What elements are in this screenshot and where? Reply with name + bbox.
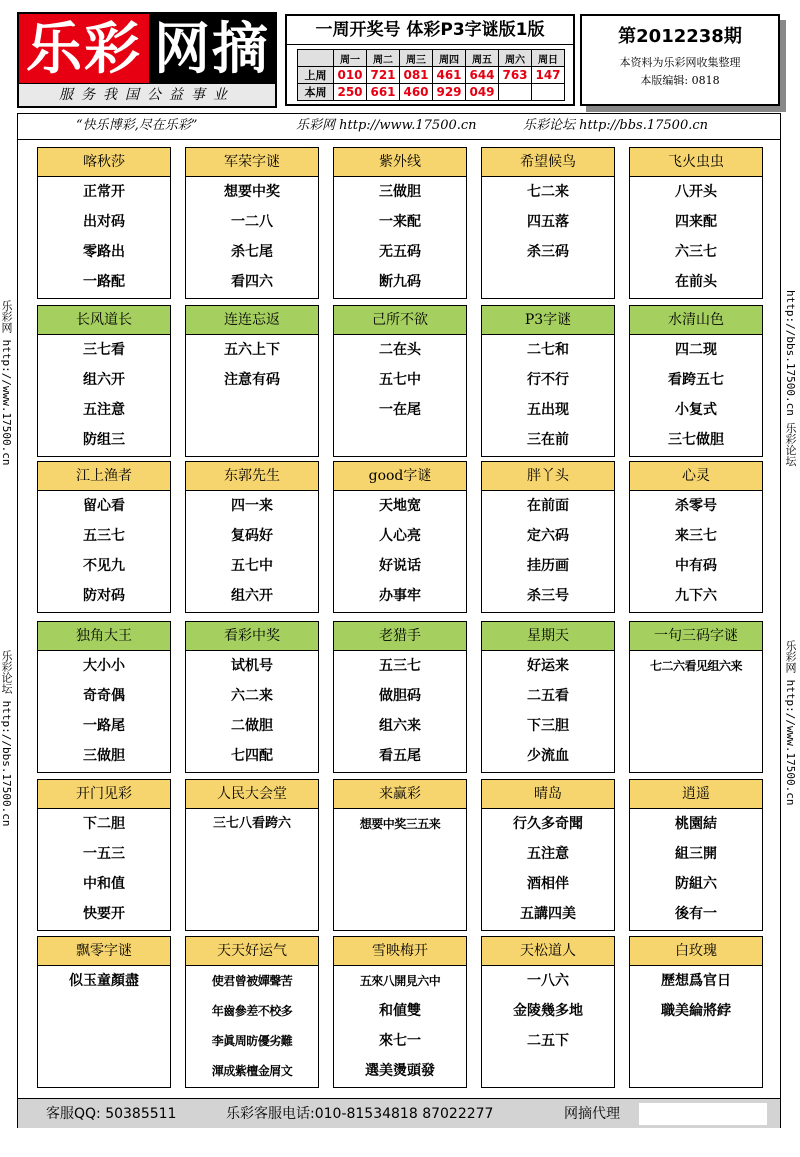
puzzle-card <box>481 305 615 457</box>
card-line <box>630 1058 762 1088</box>
card-line: 三七做胆 <box>668 432 724 448</box>
puzzle-card <box>333 621 467 773</box>
footer-phone: 乐彩客服电话:010-81534818 87022277 <box>226 1106 494 1122</box>
card-title: 喀秋莎 <box>38 148 170 177</box>
day-header: 周日 <box>532 50 565 67</box>
row-label: 上周 <box>298 67 334 84</box>
card-line: 留心看 <box>83 498 125 514</box>
card-body <box>482 335 614 457</box>
card-line: 一八六 <box>527 973 569 989</box>
card-title: 胖丫头 <box>482 462 614 491</box>
puzzle-card <box>481 147 615 299</box>
issue-panel <box>580 14 780 106</box>
side-url-right-top: http://bbs.17500.cn 乐彩论坛 <box>784 290 797 467</box>
puzzle-card <box>185 305 319 457</box>
card-line <box>334 427 466 457</box>
card-line: 五七中 <box>379 372 421 388</box>
card-line: 二五看 <box>527 688 569 704</box>
card-line: 選美燙頭發 <box>365 1063 435 1079</box>
card-line: 年齒參差不校多 <box>211 1004 293 1018</box>
card-line <box>482 1058 614 1088</box>
card-line: 四二现 <box>675 342 717 358</box>
card-line: 五來八開見六中 <box>359 974 441 988</box>
card-title: 人民大会堂 <box>186 780 318 809</box>
puzzle-card <box>333 147 467 299</box>
page-footer <box>18 1098 780 1128</box>
card-line <box>630 713 762 743</box>
card-title: 东郭先生 <box>186 462 318 491</box>
card-line <box>334 901 466 931</box>
card-line: 定六码 <box>527 528 569 544</box>
card-line: 二做胆 <box>231 718 273 734</box>
card-title: 飘零字谜 <box>38 937 170 966</box>
logo-black-text: 网摘 <box>149 14 275 83</box>
draw-number: 081 <box>400 67 433 84</box>
puzzle-card <box>629 147 763 299</box>
card-line <box>186 871 318 901</box>
card-line: 下二胆 <box>83 816 125 832</box>
side-url-left-top: 乐彩网 http://www.17500.cn <box>0 300 13 466</box>
card-body <box>186 651 318 773</box>
card-body <box>630 809 762 931</box>
card-line: 一路配 <box>83 274 125 290</box>
footer-qq: 客服QQ: 50385511 <box>46 1106 177 1122</box>
card-line <box>186 841 318 871</box>
puzzle-card <box>481 779 615 931</box>
draw-number: 721 <box>367 67 400 84</box>
card-line: 零路出 <box>83 244 125 260</box>
card-line: 想要中奖 <box>224 184 280 200</box>
card-line: 五三七 <box>83 528 125 544</box>
card-line: 组六开 <box>231 588 273 604</box>
card-line: 不见九 <box>83 558 125 574</box>
card-body <box>482 651 614 773</box>
card-line: 九下六 <box>675 588 717 604</box>
puzzle-card <box>481 936 615 1088</box>
card-line: 八开头 <box>675 184 717 200</box>
card-line: 歷想爲官日 <box>661 973 731 989</box>
card-body <box>630 966 762 1088</box>
draw-table <box>297 49 565 101</box>
card-line: 杀三号 <box>527 588 569 604</box>
card-line: 看四六 <box>231 274 273 290</box>
card-line: 三七看 <box>83 342 125 358</box>
card-title: 心灵 <box>630 462 762 491</box>
draw-number: 644 <box>466 67 499 84</box>
card-title: 连连忘返 <box>186 306 318 335</box>
card-line: 渾成紫檀金屑文 <box>211 1064 293 1078</box>
card-line <box>334 841 466 871</box>
card-body <box>334 809 466 931</box>
issue-number: 第2012238期 <box>618 26 742 47</box>
card-line <box>38 1058 170 1088</box>
puzzle-card <box>333 461 467 613</box>
card-title: 开门见彩 <box>38 780 170 809</box>
card-title: 独角大王 <box>38 622 170 651</box>
card-line: 小复式 <box>675 402 717 418</box>
card-line: 防对码 <box>83 588 125 604</box>
card-line: 看跨五七 <box>668 372 724 388</box>
card-line: 杀三码 <box>527 244 569 260</box>
draw-row-last-week <box>298 67 565 84</box>
card-body <box>186 177 318 299</box>
card-body <box>630 335 762 457</box>
card-line: 行久多奇聞 <box>513 816 583 832</box>
card-title: 军荣字谜 <box>186 148 318 177</box>
puzzle-card <box>629 936 763 1088</box>
card-line: 下三胆 <box>527 718 569 734</box>
card-line: 李眞周昉優劣難 <box>211 1034 293 1048</box>
card-line: 二七和 <box>527 342 569 358</box>
card-line: 一二八 <box>231 214 273 230</box>
card-line <box>482 269 614 299</box>
card-line: 出对码 <box>83 214 125 230</box>
card-line: 四一来 <box>231 498 273 514</box>
draw-number: 460 <box>400 84 433 101</box>
card-line: 正常开 <box>83 184 125 200</box>
card-body <box>482 491 614 613</box>
draw-number: 661 <box>367 84 400 101</box>
card-line: 注意有码 <box>224 372 280 388</box>
card-line: 看五尾 <box>379 748 421 764</box>
card-body <box>334 651 466 773</box>
slogan: 服务我国公益事业 <box>19 84 275 106</box>
card-line: 一在尾 <box>379 402 421 418</box>
card-line: 好运来 <box>527 658 569 674</box>
card-body <box>630 491 762 613</box>
card-body <box>186 966 318 1088</box>
card-line: 使君曾被嬋聲苦 <box>211 974 293 988</box>
draw-header-row <box>298 50 565 67</box>
puzzle-card <box>333 305 467 457</box>
card-line <box>186 397 318 427</box>
puzzle-card <box>481 621 615 773</box>
tagline-site-link[interactable]: 乐彩网 http://www.17500.cn <box>296 118 477 133</box>
draw-number: 929 <box>433 84 466 101</box>
card-title: 己所不欲 <box>334 306 466 335</box>
card-body <box>334 491 466 613</box>
card-body <box>186 335 318 457</box>
card-line: 试机号 <box>231 658 273 674</box>
card-title: P3字谜 <box>482 306 614 335</box>
card-line: 五六上下 <box>224 342 280 358</box>
day-header: 周五 <box>466 50 499 67</box>
card-line: 挂历画 <box>527 558 569 574</box>
card-line: 金陵幾多地 <box>513 1003 583 1019</box>
card-line: 三做胆 <box>83 748 125 764</box>
card-line: 六三七 <box>675 244 717 260</box>
row-label: 本周 <box>298 84 334 101</box>
puzzle-card <box>481 461 615 613</box>
card-body <box>38 335 170 457</box>
puzzle-card <box>37 779 171 931</box>
card-title: 白玫瑰 <box>630 937 762 966</box>
card-line: 好说话 <box>379 558 421 574</box>
draw-number: 763 <box>499 67 532 84</box>
agent-blank <box>639 1103 767 1125</box>
card-title: 来赢彩 <box>334 780 466 809</box>
side-url-right-bottom: 乐彩网 http://www.17500.cn <box>784 640 797 806</box>
draw-number: 147 <box>532 67 565 84</box>
tagline-quote: “快乐博彩,尽在乐彩” <box>76 118 198 133</box>
card-body <box>630 651 762 773</box>
card-line: 二在头 <box>379 342 421 358</box>
card-title: 水清山色 <box>630 306 762 335</box>
puzzle-card <box>185 779 319 931</box>
puzzle-card <box>629 305 763 457</box>
card-line <box>186 901 318 931</box>
card-body <box>38 491 170 613</box>
day-header: 周四 <box>433 50 466 67</box>
day-header: 周三 <box>400 50 433 67</box>
card-title: 一句三码字谜 <box>630 622 762 651</box>
card-body <box>186 491 318 613</box>
card-line: 来三七 <box>675 528 717 544</box>
day-header: 周六 <box>499 50 532 67</box>
card-body <box>186 809 318 931</box>
card-title: 江上渔者 <box>38 462 170 491</box>
card-line: 酒相伴 <box>527 876 569 892</box>
card-body <box>334 335 466 457</box>
card-line: 防組六 <box>675 876 717 892</box>
card-line: 一来配 <box>379 214 421 230</box>
tagline-forum-link[interactable]: 乐彩论坛 http://bbs.17500.cn <box>523 118 709 133</box>
puzzle-card <box>185 621 319 773</box>
card-body <box>334 177 466 299</box>
puzzle-card <box>37 147 171 299</box>
card-title: 雪映梅开 <box>334 937 466 966</box>
card-body <box>482 809 614 931</box>
card-line: 五三七 <box>379 658 421 674</box>
card-line: 大小小 <box>83 658 125 674</box>
card-body <box>38 966 170 1088</box>
puzzle-card <box>629 621 763 773</box>
card-line: 五七中 <box>231 558 273 574</box>
card-line: 五出现 <box>527 402 569 418</box>
puzzle-card <box>37 461 171 613</box>
day-header: 周一 <box>334 50 367 67</box>
puzzle-card <box>629 461 763 613</box>
draw-number <box>499 84 532 101</box>
card-body <box>482 177 614 299</box>
card-line: 想要中奖三五来 <box>359 817 441 831</box>
draw-number: 250 <box>334 84 367 101</box>
card-line: 一五三 <box>83 846 125 862</box>
card-line: 七二来 <box>527 184 569 200</box>
card-body <box>38 177 170 299</box>
card-line: 三七八看跨六 <box>212 816 291 831</box>
card-line: 四来配 <box>675 214 717 230</box>
card-title: 老猎手 <box>334 622 466 651</box>
card-line: 无五码 <box>379 244 421 260</box>
card-body <box>334 966 466 1088</box>
card-line: 中和值 <box>83 876 125 892</box>
card-line: 少流血 <box>527 748 569 764</box>
puzzle-card <box>629 779 763 931</box>
card-line <box>38 1028 170 1058</box>
card-line <box>630 683 762 713</box>
card-line: 在前头 <box>675 274 717 290</box>
puzzle-card <box>37 305 171 457</box>
card-line: 五注意 <box>527 846 569 862</box>
card-line: 组六开 <box>83 372 125 388</box>
tagline <box>18 114 780 140</box>
card-line: 來七一 <box>379 1033 421 1049</box>
card-line: 办事牢 <box>379 588 421 604</box>
card-line: 桃園結 <box>675 816 717 832</box>
card-line: 七四配 <box>231 748 273 764</box>
card-title: 希望候鸟 <box>482 148 614 177</box>
issue-note: 本资料为乐彩网收集整理 <box>619 56 741 69</box>
card-line: 快要开 <box>83 906 125 922</box>
card-title: 紫外线 <box>334 148 466 177</box>
card-line: 七二六看见组六来 <box>649 659 742 673</box>
puzzle-card <box>333 779 467 931</box>
card-line <box>186 427 318 457</box>
card-title: 看彩中奖 <box>186 622 318 651</box>
card-line: 一路尾 <box>83 718 125 734</box>
card-line: 三做胆 <box>379 184 421 200</box>
logo <box>17 12 277 108</box>
card-title: 星期天 <box>482 622 614 651</box>
card-line: 五注意 <box>83 402 125 418</box>
card-title: 晴岛 <box>482 780 614 809</box>
puzzle-card <box>333 936 467 1088</box>
puzzle-card <box>185 147 319 299</box>
card-line <box>334 871 466 901</box>
day-header: 周二 <box>367 50 400 67</box>
card-body <box>630 177 762 299</box>
puzzle-card <box>37 936 171 1088</box>
card-line: 做胆码 <box>379 688 421 704</box>
draw-title: 一周开奖号 体彩P3字谜版1版 <box>287 16 573 45</box>
card-line: 二五下 <box>527 1033 569 1049</box>
card-title: 天天好运气 <box>186 937 318 966</box>
logo-red-text: 乐彩 <box>19 14 149 83</box>
puzzle-card <box>185 936 319 1088</box>
card-line: 奇奇偶 <box>83 688 125 704</box>
card-line: 在前面 <box>527 498 569 514</box>
draw-number <box>532 84 565 101</box>
side-url-left-bottom: 乐彩论坛 http://bbs.17500.cn <box>0 650 13 827</box>
card-line <box>630 743 762 773</box>
card-title: good字谜 <box>334 462 466 491</box>
card-body <box>38 809 170 931</box>
weekly-draw-panel <box>285 14 575 106</box>
card-line: 五講四美 <box>520 906 576 922</box>
editor-note: 本版编辑: 0818 <box>640 74 720 87</box>
draw-number: 049 <box>466 84 499 101</box>
card-body <box>482 966 614 1088</box>
puzzle-card <box>185 461 319 613</box>
card-line: 断九码 <box>379 274 421 290</box>
puzzle-card <box>37 621 171 773</box>
card-line: 後有一 <box>675 906 717 922</box>
card-line: 六二来 <box>231 688 273 704</box>
page-header <box>0 0 800 112</box>
card-line: 組三開 <box>675 846 717 862</box>
card-line: 似玉童顏盡 <box>69 973 139 989</box>
draw-row-this-week <box>298 84 565 101</box>
draw-number: 461 <box>433 67 466 84</box>
footer-agent: 网摘代理 <box>564 1106 620 1122</box>
card-line <box>630 1028 762 1058</box>
card-line: 三在前 <box>527 432 569 448</box>
main-panel <box>17 113 781 1128</box>
card-title: 天松道人 <box>482 937 614 966</box>
card-line: 复码好 <box>231 528 273 544</box>
card-line: 杀七尾 <box>231 244 273 260</box>
card-line <box>38 998 170 1028</box>
card-line: 杀零号 <box>675 498 717 514</box>
card-body <box>38 651 170 773</box>
card-line: 行不行 <box>527 372 569 388</box>
card-line: 天地宽 <box>379 498 421 514</box>
card-line: 组六来 <box>379 718 421 734</box>
card-line: 四五落 <box>527 214 569 230</box>
draw-number: 010 <box>334 67 367 84</box>
card-line: 防组三 <box>83 432 125 448</box>
card-line: 職美綸將綍 <box>661 1003 731 1019</box>
card-line: 和値雙 <box>379 1003 421 1019</box>
card-line: 人心亮 <box>379 528 421 544</box>
card-title: 逍遥 <box>630 780 762 809</box>
card-title: 长风道长 <box>38 306 170 335</box>
card-title: 飞火虫虫 <box>630 148 762 177</box>
card-line: 中有码 <box>675 558 717 574</box>
